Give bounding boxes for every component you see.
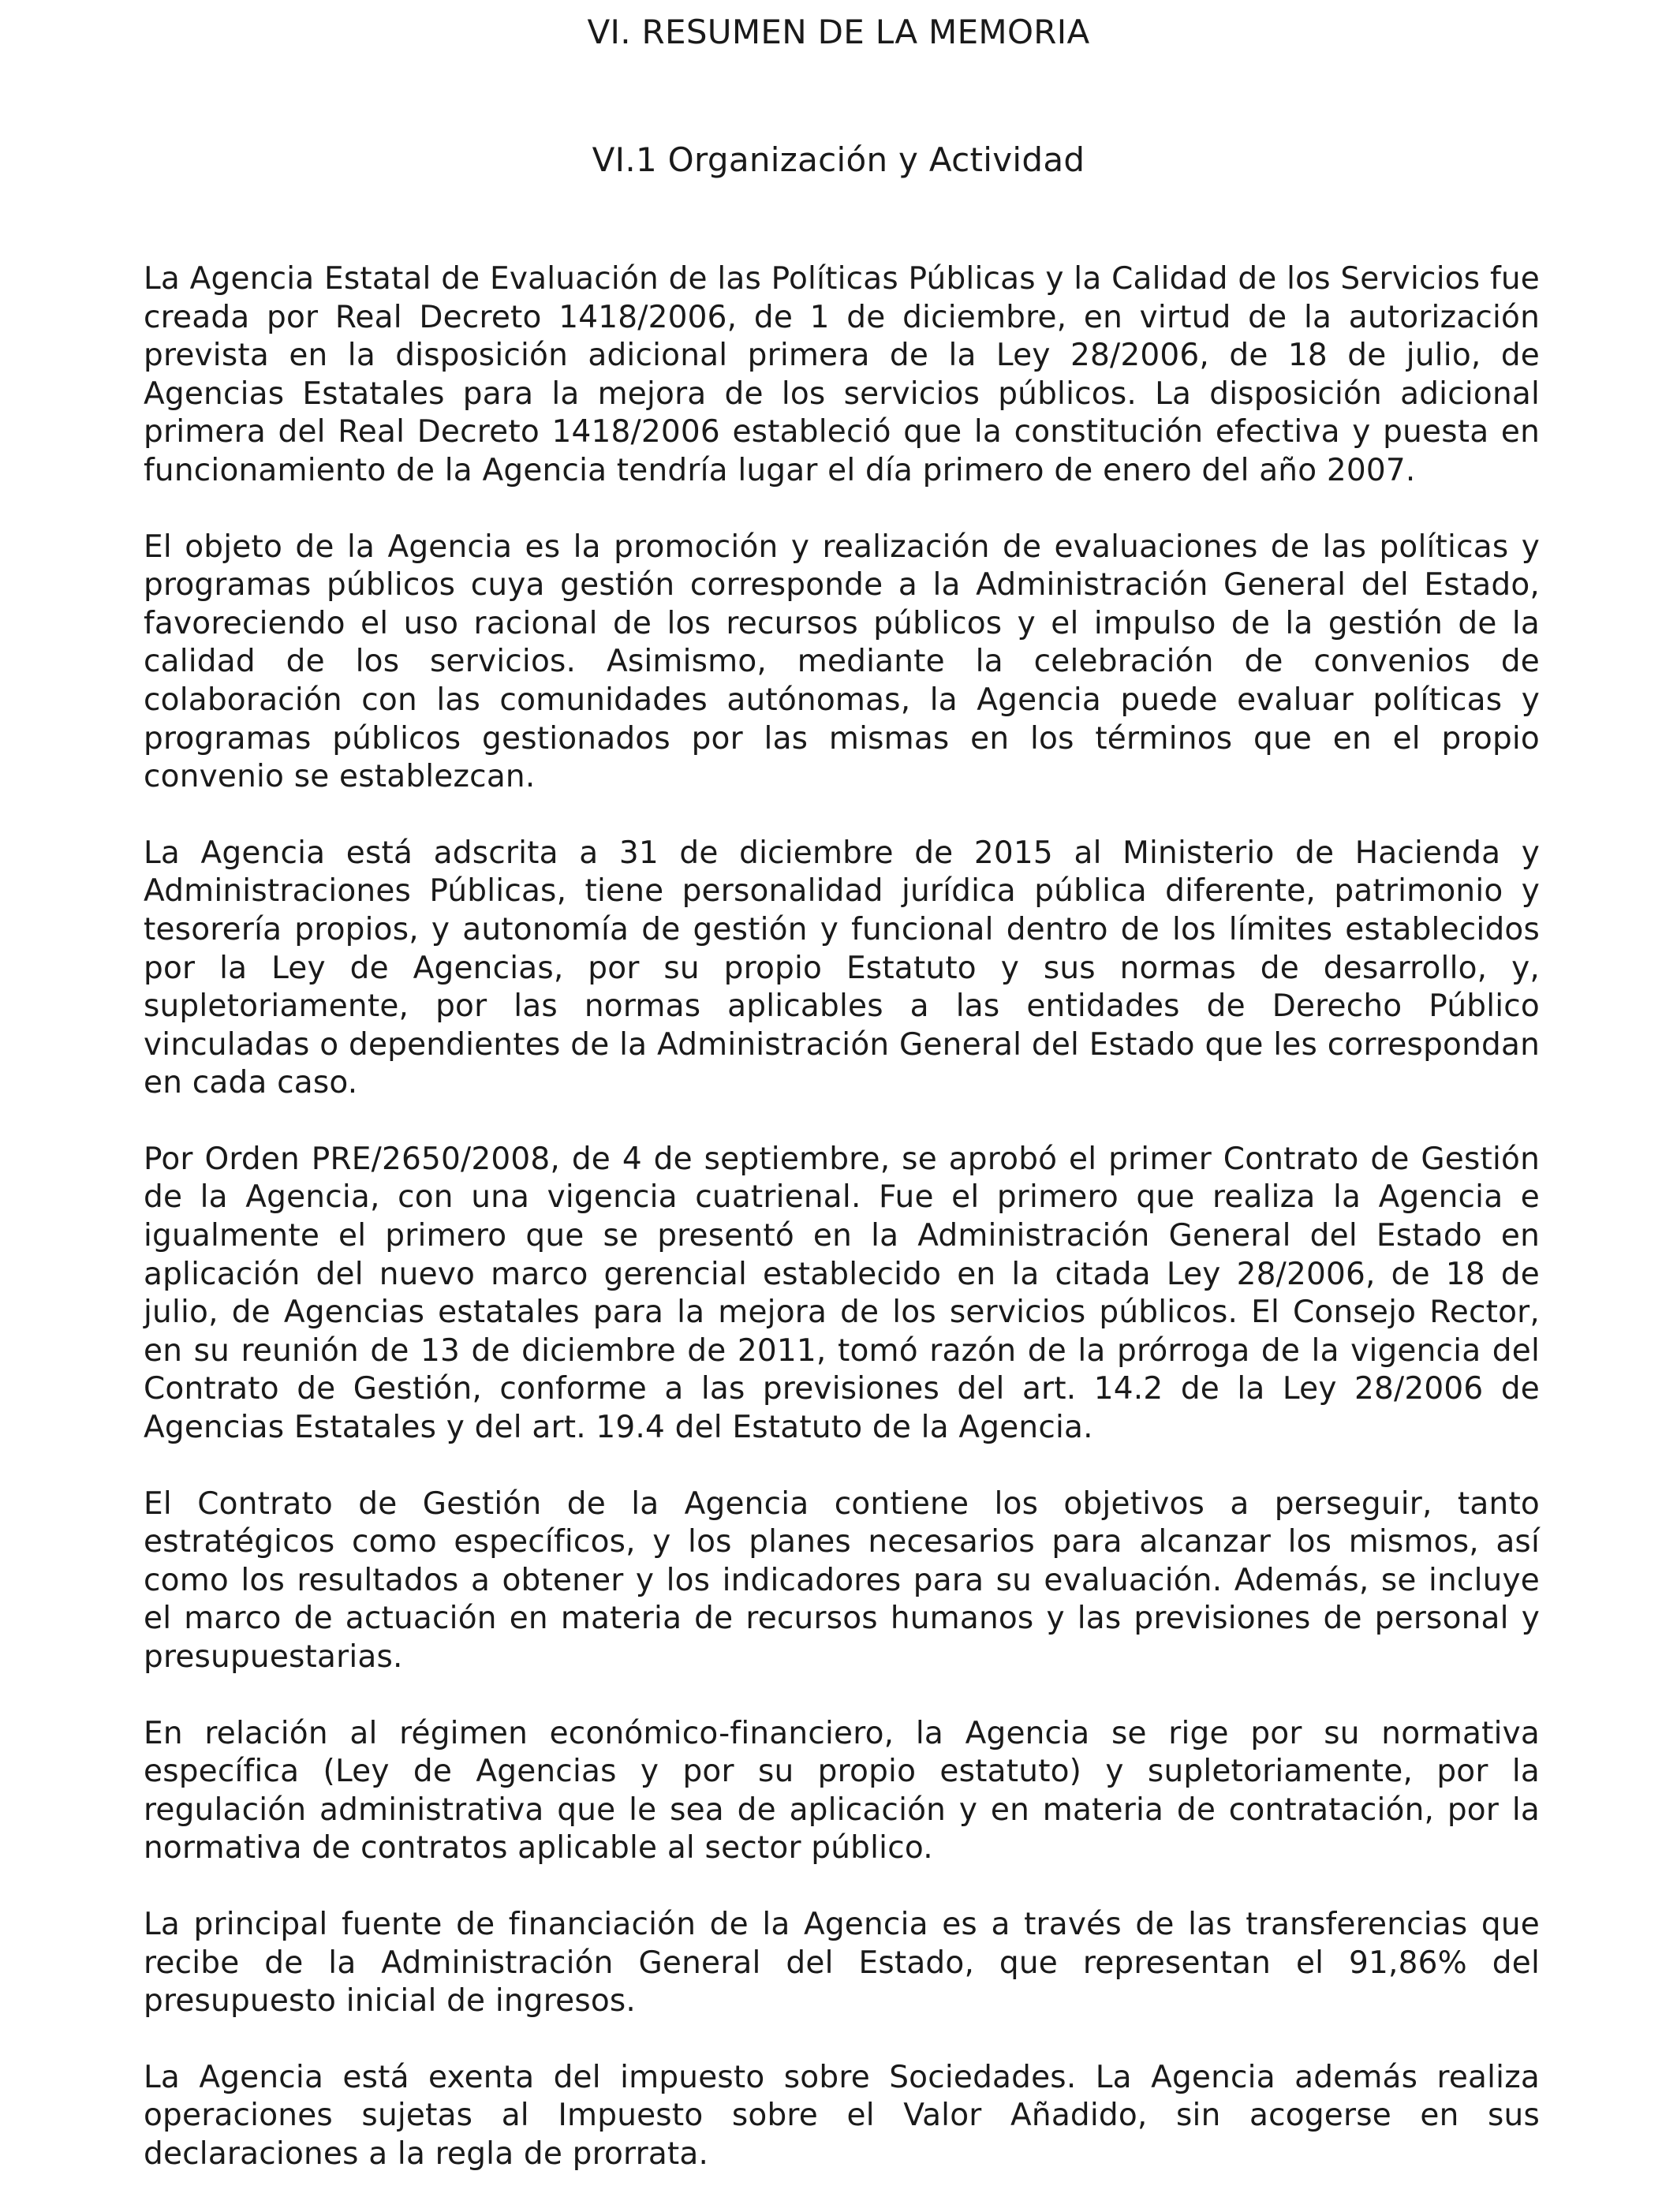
- paragraph: Por Orden PRE/2650/2008, de 4 de septiembre, se aprobó el primer Contrato de Gestión de la Agencia, con una vigencia cuatrienal. Fue el primero que realiza la Agencia e igualmente el primero que se presentó en la Administración General del Estado en aplicación del nuevo marco gerencial establecido en la citada Ley 28/2006, de 18 de julio, de Agencias estatales para la mejora de los servicios públicos. El Consejo Rector, en su reunión de 13 de diciembre de 2011, tomó razón de la prórroga de la vigencia del Contrato de Gestión, conforme a las previsiones del art. 14.2 de la Ley 28/2006 de Agencias Estatales y del art. 19.4 del Estatuto de la Agencia.: [144, 1141, 1540, 1446]
- paragraph: La Agencia está exenta del impuesto sobre Sociedades. La Agencia además realiza operaciones sujetas al Impuesto sobre el Valor Añadido, sin acogerse en sus declaraciones a la regla de prorrata.: [144, 2059, 1540, 2172]
- paragraph: El objeto de la Agencia es la promoción y realización de evaluaciones de las políticas y programas públicos cuya gestión corresponde a la Administración General del Estado, favoreciendo el uso racional de los recursos públicos y el impulso de la gestión de la calidad de los servicios. Asimismo, mediante la celebración de convenios de colaboración con las comunidades autónomas, la Agencia puede evaluar políticas y programas públicos gestionados por las mismas en los términos que en el propio convenio se establezcan.: [144, 529, 1540, 795]
- paragraph: La principal fuente de financiación de la Agencia es a través de las transferencias que recibe de la Administración General del Estado, que representan el 91,86% del presupuesto inicial de ingresos.: [144, 1906, 1540, 2020]
- body-text: [144, 260, 1540, 2212]
- page-title: VI. RESUMEN DE LA MEMORIA: [587, 13, 1090, 51]
- paragraph: La Agencia Estatal de Evaluación de las Políticas Públicas y la Calidad de los Servicios fue creada por Real Decreto 1418/2006, de 1 de diciembre, en virtud de la autorización prevista en la disposición adicional primera de la Ley 28/2006, de 18 de julio, de Agencias Estatales para la mejora de los servicios públicos. La disposición adicional primera del Real Decreto 1418/2006 estableció que la constitución efectiva y puesta en funcionamiento de la Agencia tendría lugar el día primero de enero del año 2007.: [144, 261, 1540, 488]
- paragraph: En relación al régimen económico-financiero, la Agencia se rige por su normativa específica (Ley de Agencias y por su propio estatuto) y supletoriamente, por la regulación administrativa que le sea de aplicación y en materia de contratación, por la normativa de contratos aplicable al sector público.: [144, 1715, 1540, 1866]
- paragraph: El Contrato de Gestión de la Agencia contiene los objetivos a perseguir, tanto estratégicos como específicos, y los planes necesarios para alcanzar los mismos, así como los resultados a obtener y los indicadores para su evaluación. Además, se incluye el marco de actuación en materia de recursos humanos y las previsiones de personal y presupuestarias.: [144, 1485, 1540, 1675]
- paragraph: La Agencia está adscrita a 31 de diciembre de 2015 al Ministerio de Hacienda y Administraciones Públicas, tiene personalidad jurídica pública diferente, patrimonio y tesorería propios, y autonomía de gestión y funcional dentro de los límites establecidos por la Ley de Agencias, por su propio Estatuto y sus normas de desarrollo, y, supletoriamente, por las normas aplicables a las entidades de Derecho Público vinculadas o dependientes de la Administración General del Estado que les correspondan en cada caso.: [144, 835, 1540, 1101]
- section-title: VI.1 Organización y Actividad: [592, 140, 1085, 179]
